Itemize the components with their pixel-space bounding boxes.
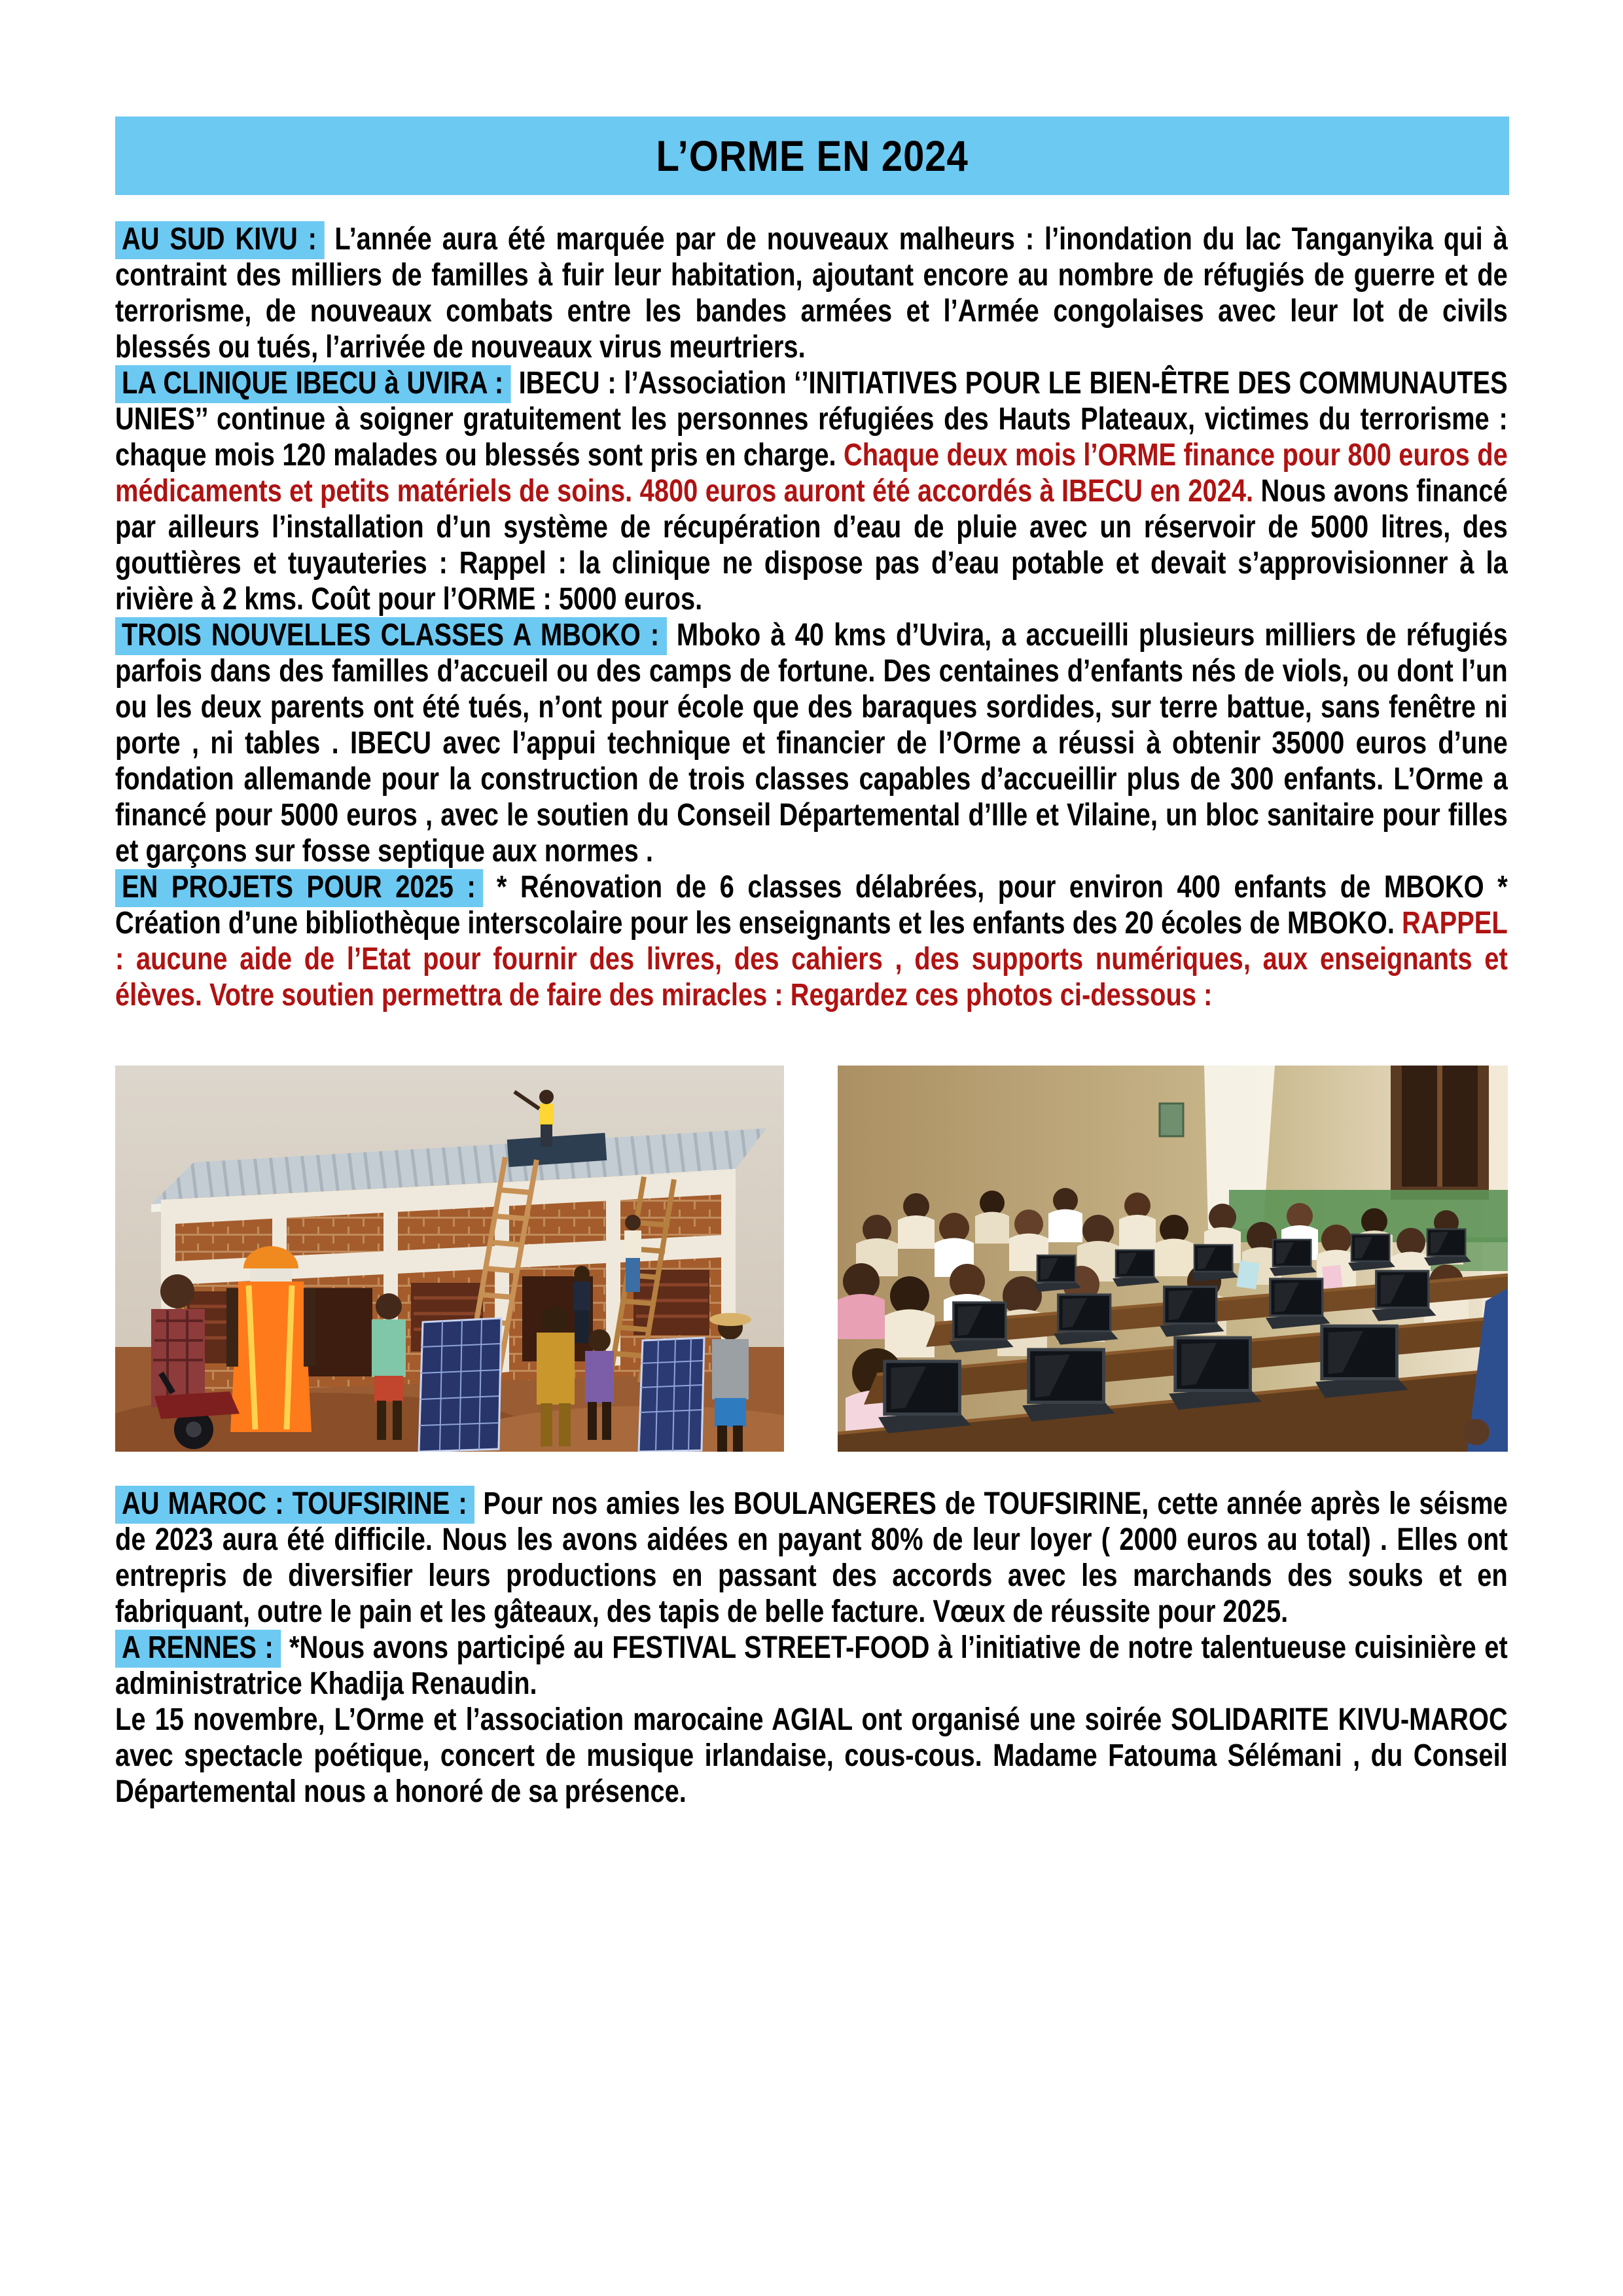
- section-heading: A RENNES :: [115, 1630, 281, 1668]
- body-text-run: IBECU : l’Association ‘’INITIATIVES POUR LE BIEN-ÊTRE DES COMMUNAUTES UNIES’’ continue à soigner gratuitement les personnes réfugiées des Hauts Plateaux, victimes du terrorisme : chaque mois 120 malades ou blessés sont pris en charge.: [115, 366, 1508, 473]
- body-text-run: L’année aura été marquée par de nouveaux malheurs : l’inondation du lac Tanganyika qui à contraint des milliers de familles à fuir leur habitation, ajoutant encore au nombre de réfugiés de guerre et de terrorisme, de nouveaux combats entre les bandes armées et l’Armée congolaises avec leur lot de civils blessés ou tués, l’arrivée de nouveaux virus meurtriers.: [115, 222, 1508, 365]
- climber-figure-2: [573, 1266, 590, 1343]
- article-body: [115, 221, 1508, 1810]
- climber-figure: [624, 1215, 641, 1292]
- section-heading: TROIS NOUVELLES CLASSES A MBOKO :: [115, 617, 667, 655]
- section-heading: AU SUD KIVU :: [115, 221, 325, 259]
- body-text-run: Pour nos amies les BOULANGERES de TOUFSIRINE, cette année après le séisme de 2023 aura été difficile. Nous les avons aidées en payant 80% de leur loyer ( 2000 euros au total) . Elles ont entrepris de diversifier leurs productions en passant des accords avec les marchands des souks et en fabriquant, outre le pain et les gâteaux, des tapis de belle facture. Vœux de réussite pour 2025.: [115, 1486, 1508, 1629]
- section-au-sud-kivu: [115, 221, 1508, 365]
- section-heading: EN PROJETS POUR 2025 :: [115, 869, 483, 907]
- photo-row: [115, 1066, 1508, 1452]
- section-au-maroc: [115, 1486, 1508, 1630]
- construction-photo: [115, 1066, 784, 1452]
- section-projets-2025: [115, 869, 1508, 1013]
- classroom-photo: [838, 1066, 1508, 1452]
- section-heading: AU MAROC : TOUFSIRINE :: [115, 1486, 474, 1524]
- body-text-run: * Rénovation de 6 classes délabrées, pour environ 400 enfants de MBOKO * Création d’une bibliothèque interscolaire pour les enseignants et les enfants des 20 écoles de MBOKO.: [115, 870, 1508, 941]
- section-a-rennes: [115, 1630, 1508, 1702]
- body-text-run-red: Chaque deux mois l’ORME finance pour 800 euros de médicaments et petits matériels de soins. 4800 euros auront été accordés à IBECU en 2024.: [115, 438, 1508, 509]
- title-banner: [115, 117, 1509, 195]
- solar-panel: [419, 1318, 501, 1452]
- construction-photo-illustration: [115, 1066, 784, 1452]
- body-text-run: Mboko à 40 kms d’Uvira, a accueilli plusieurs milliers de réfugiés parfois dans des familles d’accueil ou des camps de fortune. Des centaines d’enfants nés de viols, ou dont l’un ou les deux parents ont été tués, n’ont pour école que des baraques sordides, sur terre battue, sans fenêtre ni porte , ni tables . IBECU avec l’appui technique et financier de l’Orme a réussi à obtenir 35000 euros d’une fondation allemande pour la construction de trois classes capables d’accueillir plus de 300 enfants. L’Orme a financé pour 5000 euros , avec le soutien du Conseil Départemental d’Ille et Vilaine, un bloc sanitaire pour filles et garçons sur fosse septique aux normes .: [115, 618, 1508, 869]
- classroom-photo-illustration: [838, 1066, 1508, 1452]
- body-text-run: Le 15 novembre, L’Orme et l’association marocaine AGIAL ont organisé une soirée SOLIDARITE KIVU-MAROC avec spectacle poétique, concert de musique irlandaise, cous-cous. Madame Fatouma Sélémani , du Conseil Départemental nous a honoré de sa présence.: [115, 1702, 1508, 1809]
- section-clinique-ibecu: [115, 365, 1508, 617]
- body-text-run-red: RAPPEL : aucune aide de l’Etat pour fournir des livres, des cahiers , des supports numériques, aux enseignants et élèves. Votre soutien permettra de faire des miracles : Regardez ces photos ci-dessous :: [115, 906, 1508, 1013]
- body-text-run: Nous avons financé par ailleurs l’installation d’un système de récupération d’eau de pluie avec un réservoir de 5000 litres, des gouttières et tuyauteries : Rappel : la clinique ne dispose pas d’eau potable et devait s’approvisionner à la rivière à 2 kms. Coût pour l’ORME : 5000 euros.: [115, 474, 1508, 617]
- section-soiree-solidarite: [115, 1702, 1508, 1810]
- section-trois-classes-mboko: [115, 617, 1508, 869]
- section-heading: LA CLINIQUE IBECU à UVIRA :: [115, 365, 511, 403]
- solar-panel: [639, 1338, 704, 1452]
- body-text-run: *Nous avons participé au FESTIVAL STREET-FOOD à l’initiative de notre talentueuse cuisinière et administratrice Khadija Renaudin.: [115, 1630, 1508, 1701]
- page-title: L’ORME EN 2024: [656, 132, 969, 180]
